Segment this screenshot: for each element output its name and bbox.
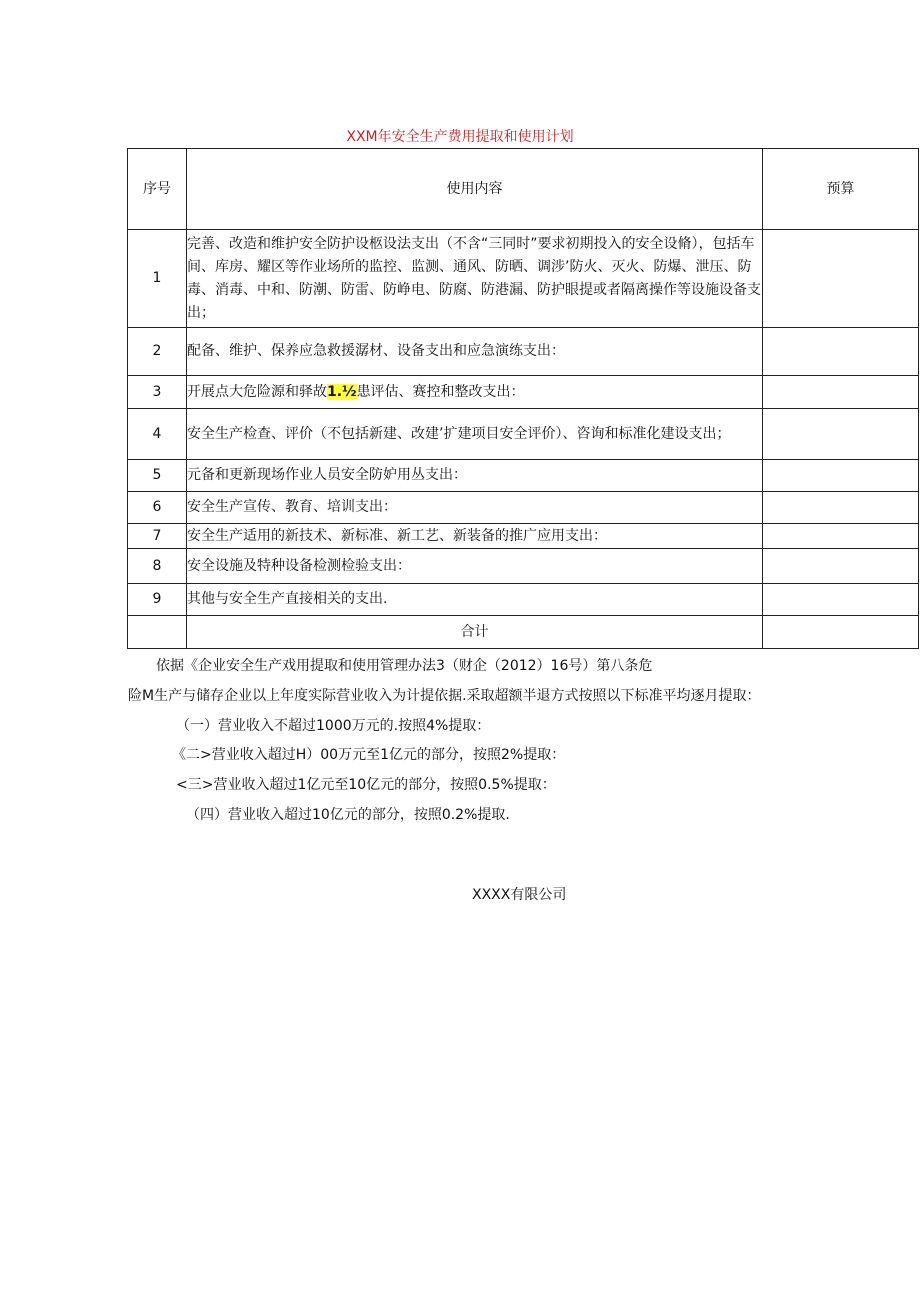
table-row: [128, 524, 919, 549]
row-content: 其他与安全生产直接相关的支出.: [187, 584, 763, 616]
row-content: 元备和更新现场作业人员安全防妒用丛支出：: [187, 460, 763, 492]
table-row: [128, 328, 919, 376]
row-budget: [763, 524, 919, 549]
company-signature: XXXX有限公司: [472, 887, 567, 903]
row-num: 2: [128, 328, 187, 376]
row-content: 完善、改造和维护安全防护设柩设法支出（不含“三同时”要求初期投入的安全设脩），包括车间、库房、耀区等作业场所的监控、监测、通风、防晒、调涉’防火、灭火、防爆、泄压、防毒、消毒、中和、防潮、防雷、防峥电、防腐、防港漏、防护眼提或者隔离操作等设施设备支出；: [187, 230, 763, 328]
table-row: [128, 460, 919, 492]
row-content: [187, 376, 763, 409]
total-num: [128, 616, 187, 649]
table-row: [128, 492, 919, 524]
table-row: [128, 549, 919, 584]
row-content: 安全生产适用的新技术、新标准、新工艺、新装备的推广应用支出：: [187, 524, 763, 549]
row-num: 3: [128, 376, 187, 409]
row-budget: [763, 409, 919, 460]
highlighted-text: 1.½: [327, 383, 357, 400]
row-budget: [763, 376, 919, 409]
basis-paragraph-line1: 依据《企业安全生产戏用提取和使用管理办法3（财企（2012）16号）第八条危: [156, 658, 653, 674]
row-budget: [763, 492, 919, 524]
row-num: 8: [128, 549, 187, 584]
header-num: 序号: [128, 149, 187, 230]
row-budget: [763, 584, 919, 616]
row-budget: [763, 230, 919, 328]
row-num: 7: [128, 524, 187, 549]
table-row: [128, 376, 919, 409]
rate-item-1: （一）营业收入不超过1000万元的.按照4%提取：: [176, 718, 491, 734]
row-content-post: 患评估、赛控和整改支出：: [356, 383, 525, 400]
table-row: [128, 409, 919, 460]
row-num: 4: [128, 409, 187, 460]
row-num: 6: [128, 492, 187, 524]
table-row: [128, 230, 919, 328]
document-title: XXM年安全生产费用提取和使用计划: [346, 129, 574, 145]
basis-paragraph-line2: 险M生产与储存企业以上年度实际营业收入为计提依据.采取超额半退方式按照以下标准平均逐月提取：: [128, 688, 761, 704]
table-row: [128, 584, 919, 616]
row-num: 1: [128, 230, 187, 328]
row-num: 5: [128, 460, 187, 492]
table-total-row: [128, 616, 919, 649]
rate-item-2: 《二>营业收入超过H）00万元至1亿元的部分，按照2%提取：: [172, 747, 566, 763]
budget-plan-table: [127, 148, 919, 649]
row-budget: [763, 460, 919, 492]
rate-item-4: （四）营业收入超过10亿元的部分，按照0.2%提取.: [186, 807, 510, 823]
row-content: 安全生产检查、评价（不包括新建、改建’扩建项目安全评价）、咨询和标准化建设支出；: [187, 409, 763, 460]
row-num: 9: [128, 584, 187, 616]
rate-item-3: <三>营业收入超过1亿元至10亿元的部分，按照0.5%提取：: [176, 777, 556, 793]
row-content: 安全生产宣传、教育、培训支出：: [187, 492, 763, 524]
row-content: 安全设施及特种设备检测检验支出：: [187, 549, 763, 584]
table-header-row: [128, 149, 919, 230]
total-budget: [763, 616, 919, 649]
row-content: 配备、维护、保养应急救援潺材、设备支出和应急演练支出：: [187, 328, 763, 376]
total-label: 合计: [187, 616, 763, 649]
header-content: 使用内容: [187, 149, 763, 230]
header-budget: 预算: [763, 149, 919, 230]
row-budget: [763, 549, 919, 584]
row-content-pre: 开展点大危险源和驿故: [187, 383, 327, 400]
row-budget: [763, 328, 919, 376]
